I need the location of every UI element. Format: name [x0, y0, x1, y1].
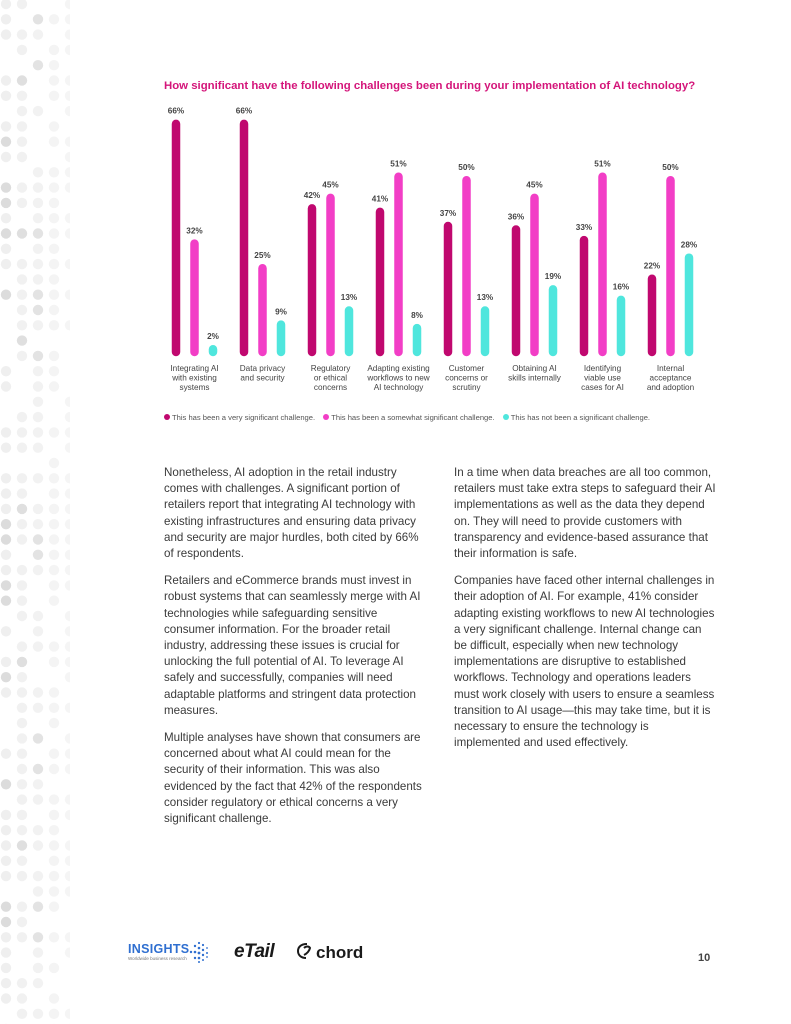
- paragraph: Retailers and eCommerce brands must invest in robust systems that can seamlessly merge with AI technologies while safeguarding sensitive consumer information. For the broader retail industry, addressing these issues is crucial for unlocking the full potential of AI. To leverage AI safely and successfully, companies will need adaptable platforms and stringent data protection measures.: [164, 574, 421, 717]
- bar-not-2: [345, 306, 354, 356]
- bar-very-3: [376, 208, 385, 357]
- decorative-dot: [33, 443, 43, 453]
- decorative-dot: [17, 810, 27, 820]
- decorative-dot: [33, 978, 43, 988]
- decorative-dot: [33, 794, 43, 804]
- category-label: Obtaining AI skills internally: [508, 364, 561, 383]
- decorative-dot: [33, 764, 43, 774]
- decorative-dot: [65, 657, 70, 667]
- decorative-dot: [17, 978, 27, 988]
- decorative-dot: [65, 641, 70, 651]
- decorative-dot: [65, 611, 70, 621]
- decorative-dot: [1, 550, 11, 560]
- legend-swatch-not: [503, 414, 509, 420]
- decorative-dot: [65, 856, 70, 866]
- data-label: 50%: [458, 163, 475, 172]
- data-label: 51%: [594, 159, 611, 169]
- decorative-dot: [1, 825, 11, 835]
- bar-very-4: [444, 222, 453, 356]
- data-label: 51%: [390, 159, 407, 169]
- decorative-dot: [65, 947, 70, 957]
- data-label: 28%: [680, 240, 698, 250]
- decorative-dot: [17, 840, 27, 850]
- decorative-dot: [17, 443, 27, 453]
- decorative-dot: [1, 749, 11, 759]
- data-label: 13%: [340, 293, 358, 303]
- decorative-dot: [1, 596, 11, 606]
- decorative-dot: [49, 596, 59, 606]
- decorative-dot: [49, 963, 59, 973]
- decorative-dot: [33, 1009, 43, 1019]
- legend-item-not: [503, 413, 650, 422]
- data-label: 45%: [322, 180, 339, 190]
- decorative-dot: [49, 810, 59, 820]
- decorative-dot: [17, 611, 27, 621]
- decorative-dot: [1, 871, 11, 881]
- data-label: 22%: [643, 261, 661, 271]
- decorative-dot: [17, 519, 27, 529]
- decorative-dot: [17, 565, 27, 575]
- decorative-dot: [33, 504, 43, 514]
- decorative-dot: [1, 978, 11, 988]
- bar-somewhat-6: [598, 172, 607, 356]
- decorative-dot: [1, 580, 11, 590]
- decorative-dot: [49, 550, 59, 560]
- decorative-dot: [49, 932, 59, 942]
- decorative-dot: [17, 534, 27, 544]
- decorative-dot: [17, 488, 27, 498]
- decorative-dot: [49, 488, 59, 498]
- bar-very-0: [172, 120, 181, 357]
- decorative-dot: [49, 1009, 59, 1019]
- decorative-dot: [65, 764, 70, 774]
- decorative-dot: [17, 657, 27, 667]
- data-label: 33%: [575, 222, 593, 232]
- bar-somewhat-3: [394, 172, 403, 356]
- insights-logo: [128, 942, 189, 961]
- bar-somewhat-0: [190, 239, 199, 356]
- bar-very-1: [240, 120, 249, 357]
- legend-item-very: [164, 413, 315, 422]
- grouped-bar-chart: [0, 0, 791, 440]
- decorative-dot: [49, 519, 59, 529]
- decorative-dot: [17, 825, 27, 835]
- decorative-dot: [65, 443, 70, 453]
- decorative-dot: [33, 733, 43, 743]
- data-label: 8%: [411, 310, 423, 320]
- bar-not-0: [209, 345, 218, 356]
- decorative-dot: [17, 718, 27, 728]
- decorative-dot: [65, 550, 70, 560]
- decorative-dot: [33, 871, 43, 881]
- decorative-dot: [17, 993, 27, 1003]
- decorative-dot: [1, 947, 11, 957]
- bar-very-7: [648, 275, 657, 357]
- data-label: 36%: [507, 212, 525, 222]
- data-label: 66%: [167, 106, 185, 116]
- decorative-dot: [1, 443, 11, 453]
- bar-very-6: [580, 236, 589, 356]
- decorative-dot: [33, 641, 43, 651]
- decorative-dot: [65, 534, 70, 544]
- decorative-dot: [17, 779, 27, 789]
- decorative-dot: [49, 902, 59, 912]
- decorative-dot: [17, 902, 27, 912]
- bar-not-4: [481, 306, 490, 356]
- data-label: 16%: [612, 282, 630, 292]
- decorative-dot: [33, 550, 43, 560]
- decorative-dot: [65, 672, 70, 682]
- data-label: 9%: [275, 307, 287, 317]
- legend-label-not: This has not been a significant challenge.: [510, 413, 651, 422]
- decorative-dot: [17, 641, 27, 651]
- bar-not-6: [617, 296, 626, 357]
- decorative-dot: [65, 1009, 70, 1019]
- bar-somewhat-2: [326, 194, 335, 357]
- decorative-dot: [33, 519, 43, 529]
- decorative-dot: [65, 488, 70, 498]
- decorative-dot: [49, 840, 59, 850]
- decorative-dot: [49, 641, 59, 651]
- category-label: Integrating AI with existing systems: [170, 364, 219, 392]
- category-label: Identifying viable use cases for AI: [581, 364, 624, 392]
- decorative-dot: [33, 825, 43, 835]
- paragraph: Companies have faced other internal challenges in their adoption of AI. For example, 41% consider adapting existing workflows to new AI technologies a very significant challenge. Internal change can be difficult, especially when new technology implementations are disruptive to established workflows. Technology and operations leaders must work closely with users to ensure a seamless transition to AI usage—this may take time, but it is necessary to ensure the technology is implemented and used effectively.: [454, 574, 715, 750]
- decorative-dot: [33, 779, 43, 789]
- bar-somewhat-4: [462, 176, 471, 356]
- decorative-dot: [33, 963, 43, 973]
- decorative-dot: [65, 703, 70, 713]
- decorative-dot: [49, 565, 59, 575]
- bar-not-5: [549, 285, 558, 356]
- decorative-dot: [17, 672, 27, 682]
- decorative-dot: [1, 810, 11, 820]
- decorative-dot: [33, 626, 43, 636]
- decorative-dot: [49, 504, 59, 514]
- decorative-dot: [65, 580, 70, 590]
- decorative-dot: [17, 596, 27, 606]
- decorative-dot: [17, 871, 27, 881]
- data-label: 37%: [439, 208, 457, 218]
- chord-logo-icon: [296, 942, 312, 960]
- decorative-dot: [49, 580, 59, 590]
- decorative-dot: [17, 504, 27, 514]
- decorative-dot: [1, 519, 11, 529]
- decorative-dot: [49, 703, 59, 713]
- decorative-dot: [1, 917, 11, 927]
- decorative-dot: [17, 1009, 27, 1019]
- page-number: 10: [698, 952, 711, 964]
- decorative-dot: [33, 703, 43, 713]
- decorative-dot: [49, 687, 59, 697]
- body-column-left: [164, 465, 426, 838]
- decorative-dot: [49, 871, 59, 881]
- decorative-dot: [65, 810, 70, 820]
- legend-swatch-very: [164, 414, 170, 420]
- decorative-dot: [1, 856, 11, 866]
- category-label: Customer concerns or scrutiny: [445, 364, 488, 392]
- decorative-dot: [65, 519, 70, 529]
- decorative-dot: [1, 488, 11, 498]
- decorative-dot: [1, 779, 11, 789]
- chord-logo: [296, 942, 363, 963]
- decorative-dot: [17, 733, 27, 743]
- decorative-dot: [49, 764, 59, 774]
- bar-somewhat-1: [258, 264, 267, 356]
- bar-not-3: [413, 324, 422, 356]
- bar-very-2: [308, 204, 317, 356]
- data-label: 42%: [303, 191, 321, 201]
- decorative-dot: [33, 687, 43, 697]
- decorative-dot: [65, 565, 70, 575]
- decorative-dot: [1, 473, 11, 483]
- paragraph: Multiple analyses have shown that consumers are concerned about what AI could mean for the security of their information. This was also evidenced by the fact that 42% of the respondents consider regulatory or ethical concerns a very significant challenge.: [164, 731, 422, 826]
- decorative-dot: [1, 902, 11, 912]
- decorative-dot: [33, 947, 43, 957]
- decorative-dot: [49, 825, 59, 835]
- legend-label-very: This has been a very significant challenge.: [172, 413, 316, 422]
- legend-label-somewhat: This has been a somewhat significant challenge.: [331, 413, 495, 422]
- decorative-dot: [17, 687, 27, 697]
- decorative-dot: [33, 932, 43, 942]
- decorative-dot: [1, 626, 11, 636]
- decorative-dot: [49, 657, 59, 667]
- decorative-dot: [33, 534, 43, 544]
- decorative-dot: [33, 840, 43, 850]
- decorative-dot: [1, 657, 11, 667]
- data-label: 45%: [526, 180, 543, 190]
- paragraph: Nonetheless, AI adoption in the retail industry comes with challenges. A significant portion of retailers report that integrating AI technology with existing infrastructures and ensuring data privacy and security are major hurdles, both cited by 66% of respondents.: [164, 466, 419, 561]
- data-label: 41%: [371, 194, 389, 204]
- bar-somewhat-7: [666, 176, 675, 356]
- chart-title: How significant have the following challenges been during your implementation of AI technology?: [164, 80, 696, 92]
- decorative-dot: [1, 932, 11, 942]
- insights-logo-tagline: Worldwide business research: [128, 956, 187, 961]
- decorative-dot: [49, 534, 59, 544]
- decorative-dot: [17, 703, 27, 713]
- footer: [128, 940, 728, 970]
- decorative-dot: [33, 565, 43, 575]
- chart-legend: [164, 413, 724, 422]
- decorative-dot: [1, 672, 11, 682]
- data-label: 32%: [186, 226, 203, 236]
- legend-item-somewhat: [323, 413, 494, 422]
- decorative-dot: [33, 902, 43, 912]
- decorative-dot: [1, 993, 11, 1003]
- decorative-dot: [17, 794, 27, 804]
- category-label: Internal acceptance and adoption: [646, 364, 695, 392]
- decorative-dot: [65, 733, 70, 743]
- decorative-dot: [1, 565, 11, 575]
- decorative-dot: [65, 749, 70, 759]
- paragraph: In a time when data breaches are all too common, retailers must take extra steps to safeguard their AI implementations as well as the data they depend on. They will need to provide customers with transparency and evidence-based assurance that their information is safe.: [454, 466, 716, 561]
- decorative-dot: [1, 534, 11, 544]
- decorative-dot: [33, 473, 43, 483]
- bar-very-5: [512, 225, 521, 356]
- decorative-dot: [65, 473, 70, 483]
- decorative-dot: [49, 458, 59, 468]
- decorative-dot: [65, 932, 70, 942]
- decorative-dot: [49, 749, 59, 759]
- decorative-dot: [1, 504, 11, 514]
- data-label: 2%: [207, 331, 219, 341]
- decorative-dot: [49, 794, 59, 804]
- chord-logo-word: chord: [316, 943, 364, 962]
- decorative-dot: [65, 840, 70, 850]
- etail-logo: eTail: [234, 941, 275, 962]
- category-label: Adapting existing workflows to new AI technology: [367, 364, 430, 392]
- decorative-dot: [65, 794, 70, 804]
- decorative-dot: [49, 718, 59, 728]
- decorative-dot: [65, 504, 70, 514]
- insights-logo-word: INSIGHTS: [128, 942, 190, 956]
- body-column-right: [454, 465, 716, 762]
- data-label: 50%: [662, 163, 679, 172]
- decorative-dot: [65, 871, 70, 881]
- decorative-dot: [49, 856, 59, 866]
- category-label: Regulatory or ethical concerns: [310, 364, 351, 392]
- data-label: 13%: [476, 293, 494, 303]
- decorative-dot: [1, 840, 11, 850]
- decorative-dot: [17, 932, 27, 942]
- decorative-dot: [49, 473, 59, 483]
- bar-not-1: [277, 320, 286, 356]
- decorative-dot: [17, 917, 27, 927]
- globe-icon: [186, 940, 212, 964]
- bar-not-7: [685, 253, 694, 356]
- bar-somewhat-5: [530, 194, 539, 357]
- decorative-dot: [17, 764, 27, 774]
- decorative-dot: [17, 749, 27, 759]
- legend-swatch-somewhat: [323, 414, 329, 420]
- decorative-dot: [33, 611, 43, 621]
- decorative-dot: [33, 886, 43, 896]
- decorative-dot: [65, 626, 70, 636]
- decorative-dot: [1, 963, 11, 973]
- decorative-dot: [1, 687, 11, 697]
- decorative-dot: [65, 886, 70, 896]
- data-label: 19%: [544, 272, 562, 282]
- decorative-dot: [17, 580, 27, 590]
- decorative-dot: [49, 993, 59, 1003]
- decorative-dot: [49, 886, 59, 896]
- decorative-dot: [17, 856, 27, 866]
- data-label: 66%: [235, 106, 253, 116]
- category-label: Data privacy and security: [239, 364, 286, 383]
- decorative-dot: [17, 473, 27, 483]
- data-label: 25%: [254, 251, 271, 260]
